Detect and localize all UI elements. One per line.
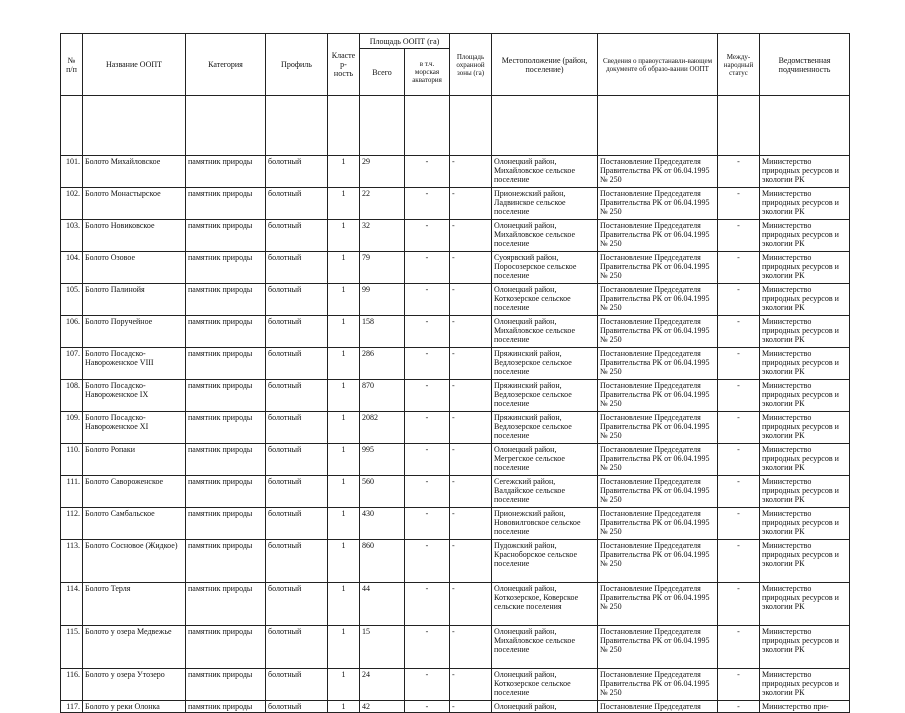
document-cell: Постановление Председателя Правительства РК от 06.04.1995 № 250 xyxy=(598,284,718,316)
authority-cell: Министерство природных ресурсов и экологии РК xyxy=(760,626,850,669)
row-number: 113. xyxy=(61,540,83,583)
header-location: Местоположение (район, поселение) xyxy=(492,34,598,96)
intl-status-cell: - xyxy=(718,583,760,626)
area-sea-cell: - xyxy=(405,348,450,380)
profile-cell: болотный xyxy=(266,626,328,669)
table-row xyxy=(61,476,850,508)
location-cell: Олонецкий район, Михайловское сельское поселение xyxy=(492,316,598,348)
category-cell: памятник природы xyxy=(186,540,266,583)
intl-status-cell: - xyxy=(718,284,760,316)
oopt-name: Болото Ропаки xyxy=(83,444,186,476)
buffer-cell: - xyxy=(450,252,492,284)
table-row xyxy=(61,444,850,476)
table-row xyxy=(61,508,850,540)
row-number: 101. xyxy=(61,156,83,188)
profile-cell: болотный xyxy=(266,444,328,476)
header-docs: Сведения о правоустанавли-вающем документе об образо-вании ООПТ xyxy=(598,34,718,96)
cluster-cell: 1 xyxy=(328,626,360,669)
document-cell: Постановление Председателя Правительства РК от 06.04.1995 № 250 xyxy=(598,444,718,476)
row-number: 116. xyxy=(61,669,83,701)
authority-cell: Министерство природных ресурсов и экологии РК xyxy=(760,412,850,444)
area-sea-cell: - xyxy=(405,220,450,252)
profile-cell: болотный xyxy=(266,188,328,220)
area-total-cell: 870 xyxy=(360,380,405,412)
profile-cell: болотный xyxy=(266,380,328,412)
area-total-cell: 995 xyxy=(360,444,405,476)
intl-status-cell: - xyxy=(718,316,760,348)
authority-cell: Министерство при- xyxy=(760,701,850,713)
header-authority: Ведомственная подчиненность xyxy=(760,34,850,96)
oopt-name: Болото Самбальское xyxy=(83,508,186,540)
area-sea-cell: - xyxy=(405,476,450,508)
intl-status-cell: - xyxy=(718,508,760,540)
oopt-name: Болото Поручейное xyxy=(83,316,186,348)
cluster-cell: 1 xyxy=(328,188,360,220)
location-cell: Олонецкий район, xyxy=(492,701,598,713)
intl-status-cell: - xyxy=(718,412,760,444)
header-category: Категория xyxy=(186,34,266,96)
document-cell: Постановление Председателя Правительства РК от 06.04.1995 № 250 xyxy=(598,380,718,412)
table-row xyxy=(61,252,850,284)
authority-cell: Министерство природных ресурсов и экологии РК xyxy=(760,540,850,583)
oopt-name: Болото Новиковское xyxy=(83,220,186,252)
row-number: 102. xyxy=(61,188,83,220)
buffer-cell: - xyxy=(450,188,492,220)
category-cell: памятник природы xyxy=(186,220,266,252)
table-row xyxy=(61,412,850,444)
intl-status-cell: - xyxy=(718,220,760,252)
document-cell: Постановление Председателя Правительства РК от 06.04.1995 № 250 xyxy=(598,188,718,220)
document-cell: Постановление Председателя Правительства РК от 06.04.1995 № 250 xyxy=(598,540,718,583)
table-row xyxy=(61,540,850,583)
area-total-cell: 430 xyxy=(360,508,405,540)
area-total-cell: 42 xyxy=(360,701,405,713)
cluster-cell: 1 xyxy=(328,156,360,188)
buffer-cell: - xyxy=(450,626,492,669)
cluster-cell: 1 xyxy=(328,380,360,412)
intl-status-cell: - xyxy=(718,156,760,188)
table-row xyxy=(61,669,850,701)
buffer-cell: - xyxy=(450,412,492,444)
location-cell: Прионежский район, Ладвинское сельское поселение xyxy=(492,188,598,220)
authority-cell: Министерство природных ресурсов и экологии РК xyxy=(760,284,850,316)
area-sea-cell: - xyxy=(405,444,450,476)
header-area-sea: в т.ч. морская акватория xyxy=(405,49,450,96)
location-cell: Суоярвский район, Поросозерское сельское поселение xyxy=(492,252,598,284)
category-cell: памятник природы xyxy=(186,701,266,713)
area-sea-cell: - xyxy=(405,380,450,412)
header-profile: Профиль xyxy=(266,34,328,96)
profile-cell: болотный xyxy=(266,583,328,626)
intl-status-cell: - xyxy=(718,380,760,412)
document-cell: Постановление Председателя Правительства РК от 06.04.1995 № 250 xyxy=(598,316,718,348)
intl-status-cell: - xyxy=(718,252,760,284)
category-cell: памятник природы xyxy=(186,156,266,188)
authority-cell: Министерство природных ресурсов и экологии РК xyxy=(760,156,850,188)
row-number: 114. xyxy=(61,583,83,626)
cluster-cell: 1 xyxy=(328,316,360,348)
location-cell: Пудожский район, Красноборское сельское поселение xyxy=(492,540,598,583)
table-row xyxy=(61,220,850,252)
row-number: 117. xyxy=(61,701,83,713)
header-area-group: Площадь ООПТ (га) xyxy=(360,34,450,49)
category-cell: памятник природы xyxy=(186,380,266,412)
area-total-cell: 2082 xyxy=(360,412,405,444)
document-cell: Постановление Председателя Правительства РК от 06.04.1995 № 250 xyxy=(598,252,718,284)
table-row xyxy=(61,701,850,713)
area-sea-cell: - xyxy=(405,583,450,626)
area-total-cell: 32 xyxy=(360,220,405,252)
row-number: 104. xyxy=(61,252,83,284)
oopt-register-table xyxy=(60,33,850,713)
cluster-cell: 1 xyxy=(328,284,360,316)
authority-cell: Министерство природных ресурсов и экологии РК xyxy=(760,316,850,348)
category-cell: памятник природы xyxy=(186,412,266,444)
area-total-cell: 99 xyxy=(360,284,405,316)
area-total-cell: 22 xyxy=(360,188,405,220)
cluster-cell: 1 xyxy=(328,540,360,583)
buffer-cell: - xyxy=(450,669,492,701)
document-cell: Постановление Председателя Правительства РК от 06.04.1995 № 250 xyxy=(598,626,718,669)
location-cell: Олонецкий район, Мегрегское сельское поселение xyxy=(492,444,598,476)
oopt-name: Болото у озера Медвежье xyxy=(83,626,186,669)
category-cell: памятник природы xyxy=(186,669,266,701)
header-area-total: Всего xyxy=(360,49,405,96)
profile-cell: болотный xyxy=(266,701,328,713)
profile-cell: болотный xyxy=(266,284,328,316)
buffer-cell: - xyxy=(450,540,492,583)
authority-cell: Министерство природных ресурсов и экологии РК xyxy=(760,583,850,626)
document-cell: Постановление Председателя xyxy=(598,701,718,713)
location-cell: Олонецкий район, Михайловское сельское поселение xyxy=(492,626,598,669)
cluster-cell: 1 xyxy=(328,252,360,284)
buffer-cell: - xyxy=(450,284,492,316)
profile-cell: болотный xyxy=(266,220,328,252)
oopt-name: Болото Терля xyxy=(83,583,186,626)
category-cell: памятник природы xyxy=(186,626,266,669)
area-sea-cell: - xyxy=(405,156,450,188)
intl-status-cell: - xyxy=(718,626,760,669)
location-cell: Олонецкий район, Михайловское сельское поселение xyxy=(492,156,598,188)
profile-cell: болотный xyxy=(266,540,328,583)
header-cluster: Кластер- ность xyxy=(328,34,360,96)
area-total-cell: 79 xyxy=(360,252,405,284)
location-cell: Олонецкий район, Коткозерское сельское поселение xyxy=(492,284,598,316)
area-sea-cell: - xyxy=(405,669,450,701)
area-total-cell: 860 xyxy=(360,540,405,583)
buffer-cell: - xyxy=(450,348,492,380)
profile-cell: болотный xyxy=(266,412,328,444)
intl-status-cell: - xyxy=(718,188,760,220)
area-sea-cell: - xyxy=(405,412,450,444)
location-cell: Пряжинский район, Ведлозерское сельское поселение xyxy=(492,380,598,412)
area-total-cell: 29 xyxy=(360,156,405,188)
table-row xyxy=(61,284,850,316)
location-cell: Пряжинский район, Ведлозерское сельское поселение xyxy=(492,348,598,380)
authority-cell: Министерство природных ресурсов и экологии РК xyxy=(760,380,850,412)
profile-cell: болотный xyxy=(266,669,328,701)
cluster-cell: 1 xyxy=(328,444,360,476)
header-spacer-row xyxy=(61,96,850,156)
location-cell: Олонецкий район, Михайловское сельское поселение xyxy=(492,220,598,252)
buffer-cell: - xyxy=(450,220,492,252)
buffer-cell: - xyxy=(450,583,492,626)
document-cell: Постановление Председателя Правительства РК от 06.04.1995 № 250 xyxy=(598,348,718,380)
buffer-cell: - xyxy=(450,444,492,476)
buffer-cell: - xyxy=(450,156,492,188)
authority-cell: Министерство природных ресурсов и экологии РК xyxy=(760,508,850,540)
row-number: 103. xyxy=(61,220,83,252)
oopt-name: Болото Сосновое (Жидкое) xyxy=(83,540,186,583)
area-total-cell: 560 xyxy=(360,476,405,508)
intl-status-cell: - xyxy=(718,348,760,380)
area-total-cell: 158 xyxy=(360,316,405,348)
profile-cell: болотный xyxy=(266,252,328,284)
table-row xyxy=(61,626,850,669)
area-sea-cell: - xyxy=(405,188,450,220)
document-cell: Постановление Председателя Правительства РК от 06.04.1995 № 250 xyxy=(598,412,718,444)
category-cell: памятник природы xyxy=(186,252,266,284)
intl-status-cell: - xyxy=(718,669,760,701)
cluster-cell: 1 xyxy=(328,583,360,626)
area-sea-cell: - xyxy=(405,316,450,348)
authority-cell: Министерство природных ресурсов и экологии РК xyxy=(760,444,850,476)
location-cell: Пряжинский район, Ведлозерское сельское поселение xyxy=(492,412,598,444)
oopt-name: Болото у озера Утозеро xyxy=(83,669,186,701)
profile-cell: болотный xyxy=(266,156,328,188)
document-cell: Постановление Председателя Правительства РК от 06.04.1995 № 250 xyxy=(598,476,718,508)
document-cell: Постановление Председателя Правительства РК от 06.04.1995 № 250 xyxy=(598,583,718,626)
table-row xyxy=(61,156,850,188)
oopt-name: Болото Михайловское xyxy=(83,156,186,188)
area-sea-cell: - xyxy=(405,540,450,583)
intl-status-cell: - xyxy=(718,701,760,713)
header-name: Название ООПТ xyxy=(83,34,186,96)
table-row xyxy=(61,316,850,348)
oopt-name: Болото Посадско-Навороженское XI xyxy=(83,412,186,444)
row-number: 111. xyxy=(61,476,83,508)
area-sea-cell: - xyxy=(405,252,450,284)
area-total-cell: 44 xyxy=(360,583,405,626)
area-total-cell: 24 xyxy=(360,669,405,701)
location-cell: Прионежский район, Нововилговское сельское поселение xyxy=(492,508,598,540)
authority-cell: Министерство природных ресурсов и экологии РК xyxy=(760,476,850,508)
profile-cell: болотный xyxy=(266,476,328,508)
row-number: 107. xyxy=(61,348,83,380)
cluster-cell: 1 xyxy=(328,701,360,713)
cluster-cell: 1 xyxy=(328,476,360,508)
buffer-cell: - xyxy=(450,508,492,540)
document-cell: Постановление Председателя Правительства РК от 06.04.1995 № 250 xyxy=(598,669,718,701)
location-cell: Сегежский район, Валдайское сельское поселение xyxy=(492,476,598,508)
profile-cell: болотный xyxy=(266,316,328,348)
area-sea-cell: - xyxy=(405,284,450,316)
document-cell: Постановление Председателя Правительства РК от 06.04.1995 № 250 xyxy=(598,508,718,540)
intl-status-cell: - xyxy=(718,540,760,583)
category-cell: памятник природы xyxy=(186,508,266,540)
buffer-cell: - xyxy=(450,380,492,412)
oopt-name: Болото Савороженское xyxy=(83,476,186,508)
row-number: 108. xyxy=(61,380,83,412)
area-sea-cell: - xyxy=(405,626,450,669)
document-cell: Постановление Председателя Правительства РК от 06.04.1995 № 250 xyxy=(598,156,718,188)
oopt-name: Болото Озовое xyxy=(83,252,186,284)
row-number: 106. xyxy=(61,316,83,348)
row-number: 105. xyxy=(61,284,83,316)
buffer-cell: - xyxy=(450,476,492,508)
row-number: 112. xyxy=(61,508,83,540)
category-cell: памятник природы xyxy=(186,316,266,348)
intl-status-cell: - xyxy=(718,476,760,508)
oopt-name: Болото Посадско-Навороженское VIII xyxy=(83,348,186,380)
authority-cell: Министерство природных ресурсов и экологии РК xyxy=(760,188,850,220)
category-cell: памятник природы xyxy=(186,444,266,476)
cluster-cell: 1 xyxy=(328,348,360,380)
category-cell: памятник природы xyxy=(186,284,266,316)
profile-cell: болотный xyxy=(266,348,328,380)
authority-cell: Министерство природных ресурсов и экологии РК xyxy=(760,348,850,380)
header-num: № п/п xyxy=(61,34,83,96)
area-total-cell: 286 xyxy=(360,348,405,380)
buffer-cell: - xyxy=(450,701,492,713)
cluster-cell: 1 xyxy=(328,412,360,444)
cluster-cell: 1 xyxy=(328,669,360,701)
header-buffer: Площадь охранной зоны (га) xyxy=(450,34,492,96)
row-number: 109. xyxy=(61,412,83,444)
header-intl: Между-народный статус xyxy=(718,34,760,96)
category-cell: памятник природы xyxy=(186,188,266,220)
authority-cell: Министерство природных ресурсов и экологии РК xyxy=(760,252,850,284)
location-cell: Олонецкий район, Коткозерское сельское поселение xyxy=(492,669,598,701)
buffer-cell: - xyxy=(450,316,492,348)
table-row xyxy=(61,188,850,220)
row-number: 115. xyxy=(61,626,83,669)
location-cell: Олонецкий район, Коткозерское, Коверское сельские поселения xyxy=(492,583,598,626)
row-number: 110. xyxy=(61,444,83,476)
authority-cell: Министерство природных ресурсов и экологии РК xyxy=(760,669,850,701)
table-row xyxy=(61,583,850,626)
document-cell: Постановление Председателя Правительства РК от 06.04.1995 № 250 xyxy=(598,220,718,252)
intl-status-cell: - xyxy=(718,444,760,476)
cluster-cell: 1 xyxy=(328,508,360,540)
area-sea-cell: - xyxy=(405,508,450,540)
cluster-cell: 1 xyxy=(328,220,360,252)
area-total-cell: 15 xyxy=(360,626,405,669)
authority-cell: Министерство природных ресурсов и экологии РК xyxy=(760,220,850,252)
category-cell: памятник природы xyxy=(186,476,266,508)
oopt-name: Болото Монастырское xyxy=(83,188,186,220)
category-cell: памятник природы xyxy=(186,583,266,626)
oopt-name: Болото Палинойя xyxy=(83,284,186,316)
profile-cell: болотный xyxy=(266,508,328,540)
oopt-name: Болото у реки Олонка xyxy=(83,701,186,713)
area-sea-cell: - xyxy=(405,701,450,713)
category-cell: памятник природы xyxy=(186,348,266,380)
table-row xyxy=(61,380,850,412)
oopt-name: Болото Посадско-Навороженское IX xyxy=(83,380,186,412)
table-row xyxy=(61,348,850,380)
